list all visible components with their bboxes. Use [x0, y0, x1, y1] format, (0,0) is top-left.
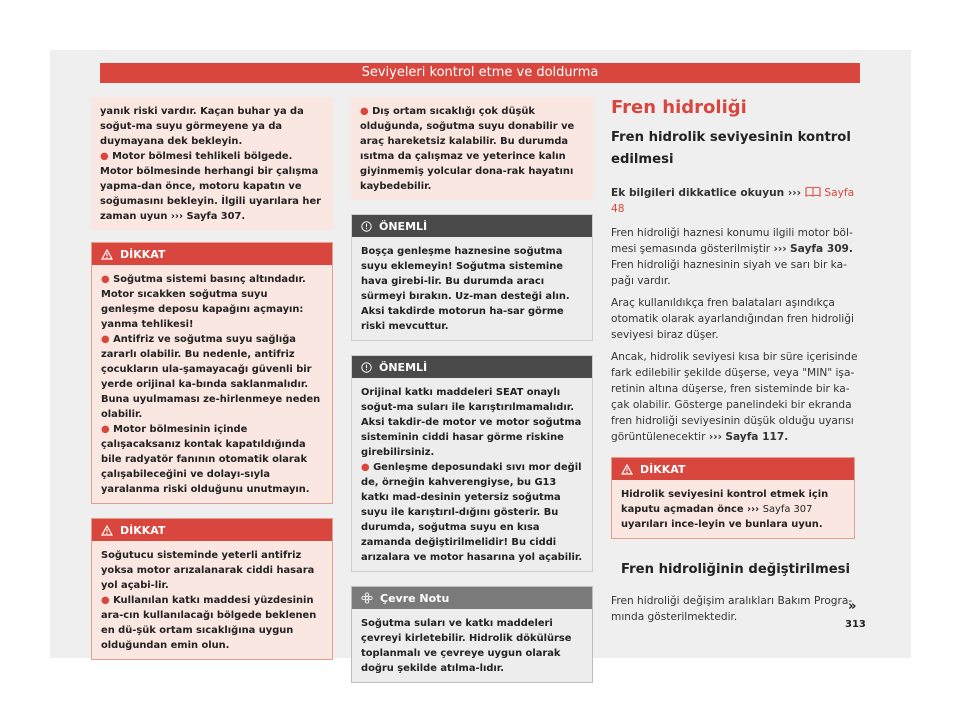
- warning-body: [92, 265, 332, 503]
- paragraph: Fren hidroliği değişim aralıkları Bakım Progra-mında gösterilmektedir.: [611, 595, 853, 623]
- paragraph: Ancak, hidrolik seviyesi kısa bir süre içerisinde fark edilebilir şekilde düşerse, veya "MIN" işa-retinin altına düşerse, fren sisteminde bir ka-çak olabilir. Gösterge panelindeki bir ekranda fren hidroliği seviyesinin düşük olduğu uyarısı görüntülenecektir ››› Sayfa 117.: [611, 351, 858, 443]
- bullet-item: ● Antifriz ve soğutma suyu sağlığa zararlı olabilir. Bu nedenle, antifriz çocukların ula-şamayacağı güvenli bir yerde orijinal ka-bında saklanmalıdır. Buna uyulmaması ze-hirlenmeye neden olabilir.: [101, 334, 321, 420]
- continue-marker: »: [848, 599, 857, 614]
- bullet-item: ● Motor bölmesinin içinde çalışacaksanız kontak kapatıldığında bile radyatör fanının otomatik olarak çalışabileceğini ve dolayı-sıyla yaralanma riski olduğunu unutmayın.: [101, 424, 310, 495]
- info-circle-icon: [361, 221, 372, 232]
- page-link[interactable]: Sayfa 307: [762, 504, 813, 515]
- warning-title: DİKKAT: [120, 247, 166, 261]
- text: Orijinal katkı maddeleri SEAT onaylı soğut-ma suları ile karıştırılmamalıdır. Aksi takdir-de motor ve motor soğutma sisteminin ciddi hasar görme riskine girebilirsiniz.: [361, 387, 582, 458]
- environment-note-box: [351, 586, 593, 683]
- note-body: [352, 237, 592, 340]
- flower-icon: [361, 592, 373, 604]
- warning-title: DİKKAT: [120, 523, 166, 537]
- text: Soğutma suları ve katkı maddeleri çevreyi kirletebilir. Hidrolik dökülürse toplanmalı ve çevreye uygun olarak doğru şekilde atılma-lıdır.: [361, 618, 572, 674]
- paragraph: Araç kullanıldıkça fren balataları aşındıkça otomatik olarak ayarlandığından fren hidroliği seviyesi biraz düşer.: [611, 297, 854, 341]
- info-circle-icon: [361, 362, 372, 373]
- warning-header: [612, 458, 854, 480]
- warning-continuation: [351, 97, 593, 200]
- page-link[interactable]: Sayfa 117.: [725, 431, 789, 443]
- page-header: Seviyeleri kontrol etme ve doldurma: [100, 63, 860, 83]
- environment-body: [352, 609, 592, 682]
- warning-triangle-icon: [101, 249, 113, 260]
- warning-header: [92, 243, 332, 265]
- page-link[interactable]: Sayfa 48: [611, 187, 855, 215]
- bullet-item: ● Kullanılan katkı maddesi yüzdesinin ara-cın kullanılacağı bölgede beklenen en dü-şük ortam sıcaklığına uygun olduğundan emin olun.: [101, 595, 317, 651]
- warning-body: [612, 480, 854, 538]
- column-3: [611, 97, 863, 631]
- warning-triangle-icon: [101, 525, 113, 536]
- subsection-title: Fren hidroliğinin değiştirilmesi: [621, 562, 851, 577]
- text: yanık riski vardır. Kaçan buhar ya da soğut-ma suyu görmeyene ya da duymayana dek bekleyin.: [100, 106, 304, 147]
- column-1: [91, 97, 333, 660]
- bullet-item: ● Dış ortam sıcaklığı çok düşük olduğunda, soğutma suyu donabilir ve araç hareketsiz kalabilir. Bu durumda ısıtma da çalışmaz ve yeterince kalın giyinmemiş yolcular dona-rak hayatını kaybedebilir.: [360, 106, 575, 192]
- warning-body: [92, 541, 332, 659]
- bullet-item: ● Motor bölmesi tehlikeli bölgede. Motor bölmesinde herhangi bir çalışma yapma-dan önce, motoru kapatın ve soğumasını bekleyin. İlgili uyarılara her zaman uyun ››› Sayfa 307.: [100, 151, 322, 222]
- text: Hidrolik seviyesini kontrol etmek için kaputu açmadan önce ››› Sayfa 307 uyarıları ince-leyin ve bunlara uyun.: [621, 489, 829, 530]
- column-2: [351, 97, 593, 683]
- subsection-title: Fren hidrolik seviyesinin kontrol edilmesi: [611, 130, 851, 167]
- note-header: [352, 215, 592, 237]
- warning-box: [91, 242, 333, 504]
- bullet-item: ● Soğutma sistemi basınç altındadır. Motor sıcakken soğutma suyu genleşme deposu kapağını açmayın: yanma tehlikesi!: [101, 274, 306, 330]
- warning-box: [91, 518, 333, 660]
- section-title: Fren hidroliği: [611, 97, 747, 118]
- warning-title: DİKKAT: [640, 462, 686, 476]
- environment-title: Çevre Notu: [380, 591, 450, 605]
- warning-box: [611, 457, 855, 539]
- warning-continuation: [91, 97, 333, 230]
- page-link[interactable]: Sayfa 309.: [790, 243, 853, 255]
- text: Boşça genleşme haznesine soğutma suyu eklemeyin! Soğutma sistemine hava girebi-lir. Bu durumda aracı sürmeyi bırakın. Uz-man desteği alın. Aksi takdirde motorun ha-sar görme riski mevcuttur.: [361, 246, 570, 332]
- note-title: ÖNEMLİ: [379, 219, 428, 233]
- page-link[interactable]: Sayfa 307.: [186, 211, 246, 222]
- note-box: [351, 214, 593, 341]
- environment-header: [352, 587, 592, 609]
- bullet-item: ● Genleşme deposundaki sıvı mor değil de, örneğin kahverengiyse, bu G13 katkı mad-desinin yetersiz soğutma suyu ile karıştırıl-dığını gösterir. Bu durumda, soğutma suyu en kısa zamanda değiştirilmelidir! Bu ciddi arızalara ve motor hasarına yol açabilir.: [361, 462, 583, 563]
- page-number: 313: [845, 619, 866, 630]
- note-header: [352, 356, 592, 378]
- book-icon: [805, 186, 821, 197]
- note-title: ÖNEMLİ: [379, 360, 428, 374]
- warning-header: [92, 519, 332, 541]
- note-body: [352, 378, 592, 571]
- info-reference: Ek bilgileri dikkatlice okuyun ››› Sayfa 48: [611, 187, 855, 215]
- warning-triangle-icon: [621, 464, 633, 475]
- paragraph: Fren hidroliği haznesi konumu ilgili motor böl-mesi şemasında gösterilmiştir ››› Sayfa 309. Fren hidroliği haznesinin siyah ve sarı bir ka-pağı vardır.: [611, 227, 853, 287]
- note-box: [351, 355, 593, 572]
- text: Soğutucu sisteminde yeterli antifriz yoksa motor arızalanarak ciddi hasara yol açabi-lir.: [101, 550, 315, 591]
